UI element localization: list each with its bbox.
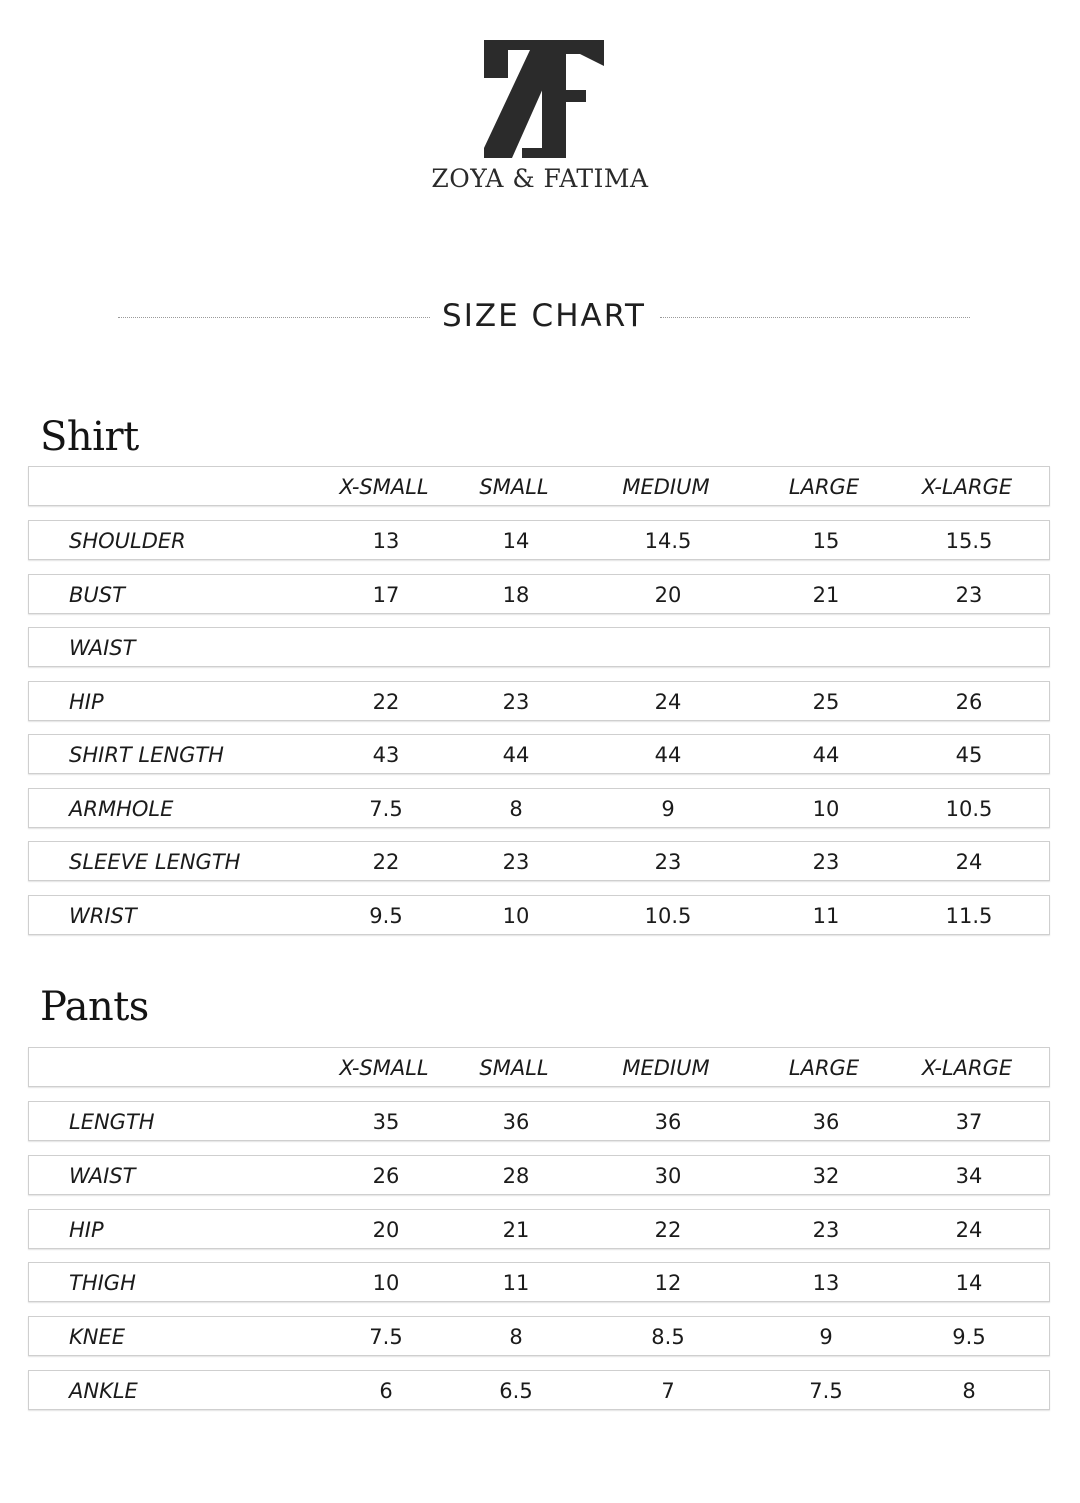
measurement-label: KNEE [69, 1325, 126, 1350]
measurement-value: 15 [812, 529, 840, 553]
measurement-value: 9.5 [369, 903, 403, 928]
measurement-value: 34 [955, 1163, 983, 1188]
measurement-value: 6 [379, 1379, 393, 1403]
measurement-value: 7.5 [369, 1325, 403, 1350]
measurement-value: 12 [654, 1271, 682, 1296]
table-row [28, 895, 1050, 935]
measurement-value: 7 [661, 1379, 675, 1403]
measurement-value: 23 [654, 850, 682, 874]
measurement-value [471, 628, 561, 668]
measurement-value: 36 [812, 1110, 840, 1134]
measurement-label: SHIRT LENGTH [69, 743, 224, 767]
measurement-value: 8 [509, 796, 523, 821]
measurement-label: LENGTH [69, 1110, 155, 1134]
table-row [28, 520, 1050, 560]
measurement-label: WAIST [69, 636, 136, 660]
measurement-value: 22 [372, 850, 400, 874]
table-row [28, 841, 1050, 881]
measurement-value: 28 [502, 1163, 530, 1188]
measurement-value: 23 [502, 689, 530, 714]
measurement-value: 36 [502, 1110, 530, 1134]
measurement-value: 43 [372, 743, 400, 767]
size-header-large: LARGE [788, 1056, 860, 1080]
measurement-value: 44 [812, 743, 840, 767]
table-row [28, 1101, 1050, 1141]
measurement-value: 9 [661, 796, 675, 821]
brand-logo [440, 36, 640, 236]
measurement-value: 23 [812, 850, 840, 874]
measurement-value: 8.5 [651, 1325, 685, 1350]
measurement-value: 25 [812, 689, 840, 714]
size-header-small: SMALL [479, 1056, 549, 1080]
measurement-value: 13 [812, 1271, 840, 1296]
measurement-label: HIP [69, 1217, 104, 1242]
measurement-value: 9 [819, 1325, 833, 1350]
divider-right [660, 317, 970, 318]
measurement-value: 10.5 [644, 903, 692, 928]
measurement-value: 36 [654, 1110, 682, 1134]
measurement-value [781, 628, 871, 668]
measurement-label: THIGH [69, 1271, 136, 1296]
measurement-label: ANKLE [69, 1379, 138, 1403]
measurement-value: 21 [812, 582, 840, 607]
table-row [28, 681, 1050, 721]
measurement-value: 35 [372, 1110, 400, 1134]
measurement-label: HIP [69, 689, 104, 714]
table-row [28, 1209, 1050, 1249]
measurement-label: BUST [69, 582, 125, 607]
measurement-value [623, 628, 713, 668]
measurement-value: 24 [955, 1217, 983, 1242]
measurement-label: WAIST [69, 1163, 136, 1188]
size-header-medium: MEDIUM [622, 475, 710, 499]
measurement-value: 21 [502, 1217, 530, 1242]
size-header-medium: MEDIUM [622, 1056, 710, 1080]
size-header-x-large: X-LARGE [921, 1056, 1013, 1080]
measurement-value: 26 [955, 689, 983, 714]
measurement-value: 8 [509, 1325, 523, 1350]
size-header-x-small: X-SMALL [339, 1056, 429, 1080]
size-header-x-small: X-SMALL [339, 475, 429, 499]
measurement-value: 20 [654, 582, 682, 607]
measurement-value: 7.5 [809, 1379, 843, 1403]
measurement-label: SLEEVE LENGTH [69, 850, 241, 874]
table-row [28, 1370, 1050, 1410]
measurement-value: 11 [812, 903, 840, 928]
measurement-value: 10 [812, 796, 840, 821]
measurement-value: 10 [502, 903, 530, 928]
measurement-value: 23 [955, 582, 983, 607]
shirt-section-title: Shirt [40, 414, 139, 460]
measurement-value: 32 [812, 1163, 840, 1188]
table-row [28, 1262, 1050, 1302]
measurement-label: SHOULDER [69, 529, 186, 553]
measurement-value: 44 [502, 743, 530, 767]
chart-title: SIZE CHART [442, 298, 646, 334]
size-header-large: LARGE [788, 475, 860, 499]
measurement-value: 30 [654, 1163, 682, 1188]
measurement-value: 8 [962, 1379, 976, 1403]
measurement-label: WRIST [69, 903, 137, 928]
measurement-value: 37 [955, 1110, 983, 1134]
table-row [28, 1155, 1050, 1195]
measurement-value: 20 [372, 1217, 400, 1242]
measurement-value [341, 628, 431, 668]
pants-header-row [28, 1047, 1050, 1087]
measurement-value: 26 [372, 1163, 400, 1188]
table-row [28, 734, 1050, 774]
size-header-x-large: X-LARGE [921, 475, 1013, 499]
measurement-value: 22 [372, 689, 400, 714]
measurement-value: 18 [502, 582, 530, 607]
measurement-value: 11.5 [945, 903, 993, 928]
table-row [28, 627, 1050, 667]
shirt-header-row [28, 466, 1050, 506]
measurement-label: ARMHOLE [69, 796, 174, 821]
measurement-value: 44 [654, 743, 682, 767]
table-row [28, 574, 1050, 614]
zf-logo-icon [482, 40, 607, 160]
measurement-value: 14 [955, 1271, 983, 1296]
measurement-value: 24 [654, 689, 682, 714]
measurement-value: 14 [502, 529, 530, 553]
measurement-value: 13 [372, 529, 400, 553]
measurement-value: 7.5 [369, 796, 403, 821]
measurement-value: 22 [654, 1217, 682, 1242]
table-row [28, 1316, 1050, 1356]
measurement-value: 14.5 [644, 529, 692, 553]
measurement-value: 23 [812, 1217, 840, 1242]
measurement-value: 6.5 [499, 1379, 533, 1403]
measurement-value: 15.5 [945, 529, 993, 553]
measurement-value: 10 [372, 1271, 400, 1296]
measurement-value: 24 [955, 850, 983, 874]
table-row [28, 788, 1050, 828]
size-header-small: SMALL [479, 475, 549, 499]
measurement-value: 10.5 [945, 796, 993, 821]
measurement-value [924, 628, 1014, 668]
pants-section-title: Pants [40, 984, 149, 1030]
size-chart-heading [118, 298, 970, 338]
measurement-value: 9.5 [952, 1325, 986, 1350]
measurement-value: 17 [372, 582, 400, 607]
measurement-value: 45 [955, 743, 983, 767]
measurement-value: 23 [502, 850, 530, 874]
measurement-value: 11 [502, 1271, 530, 1296]
brand-name: ZOYA & FATIMA [431, 164, 649, 193]
